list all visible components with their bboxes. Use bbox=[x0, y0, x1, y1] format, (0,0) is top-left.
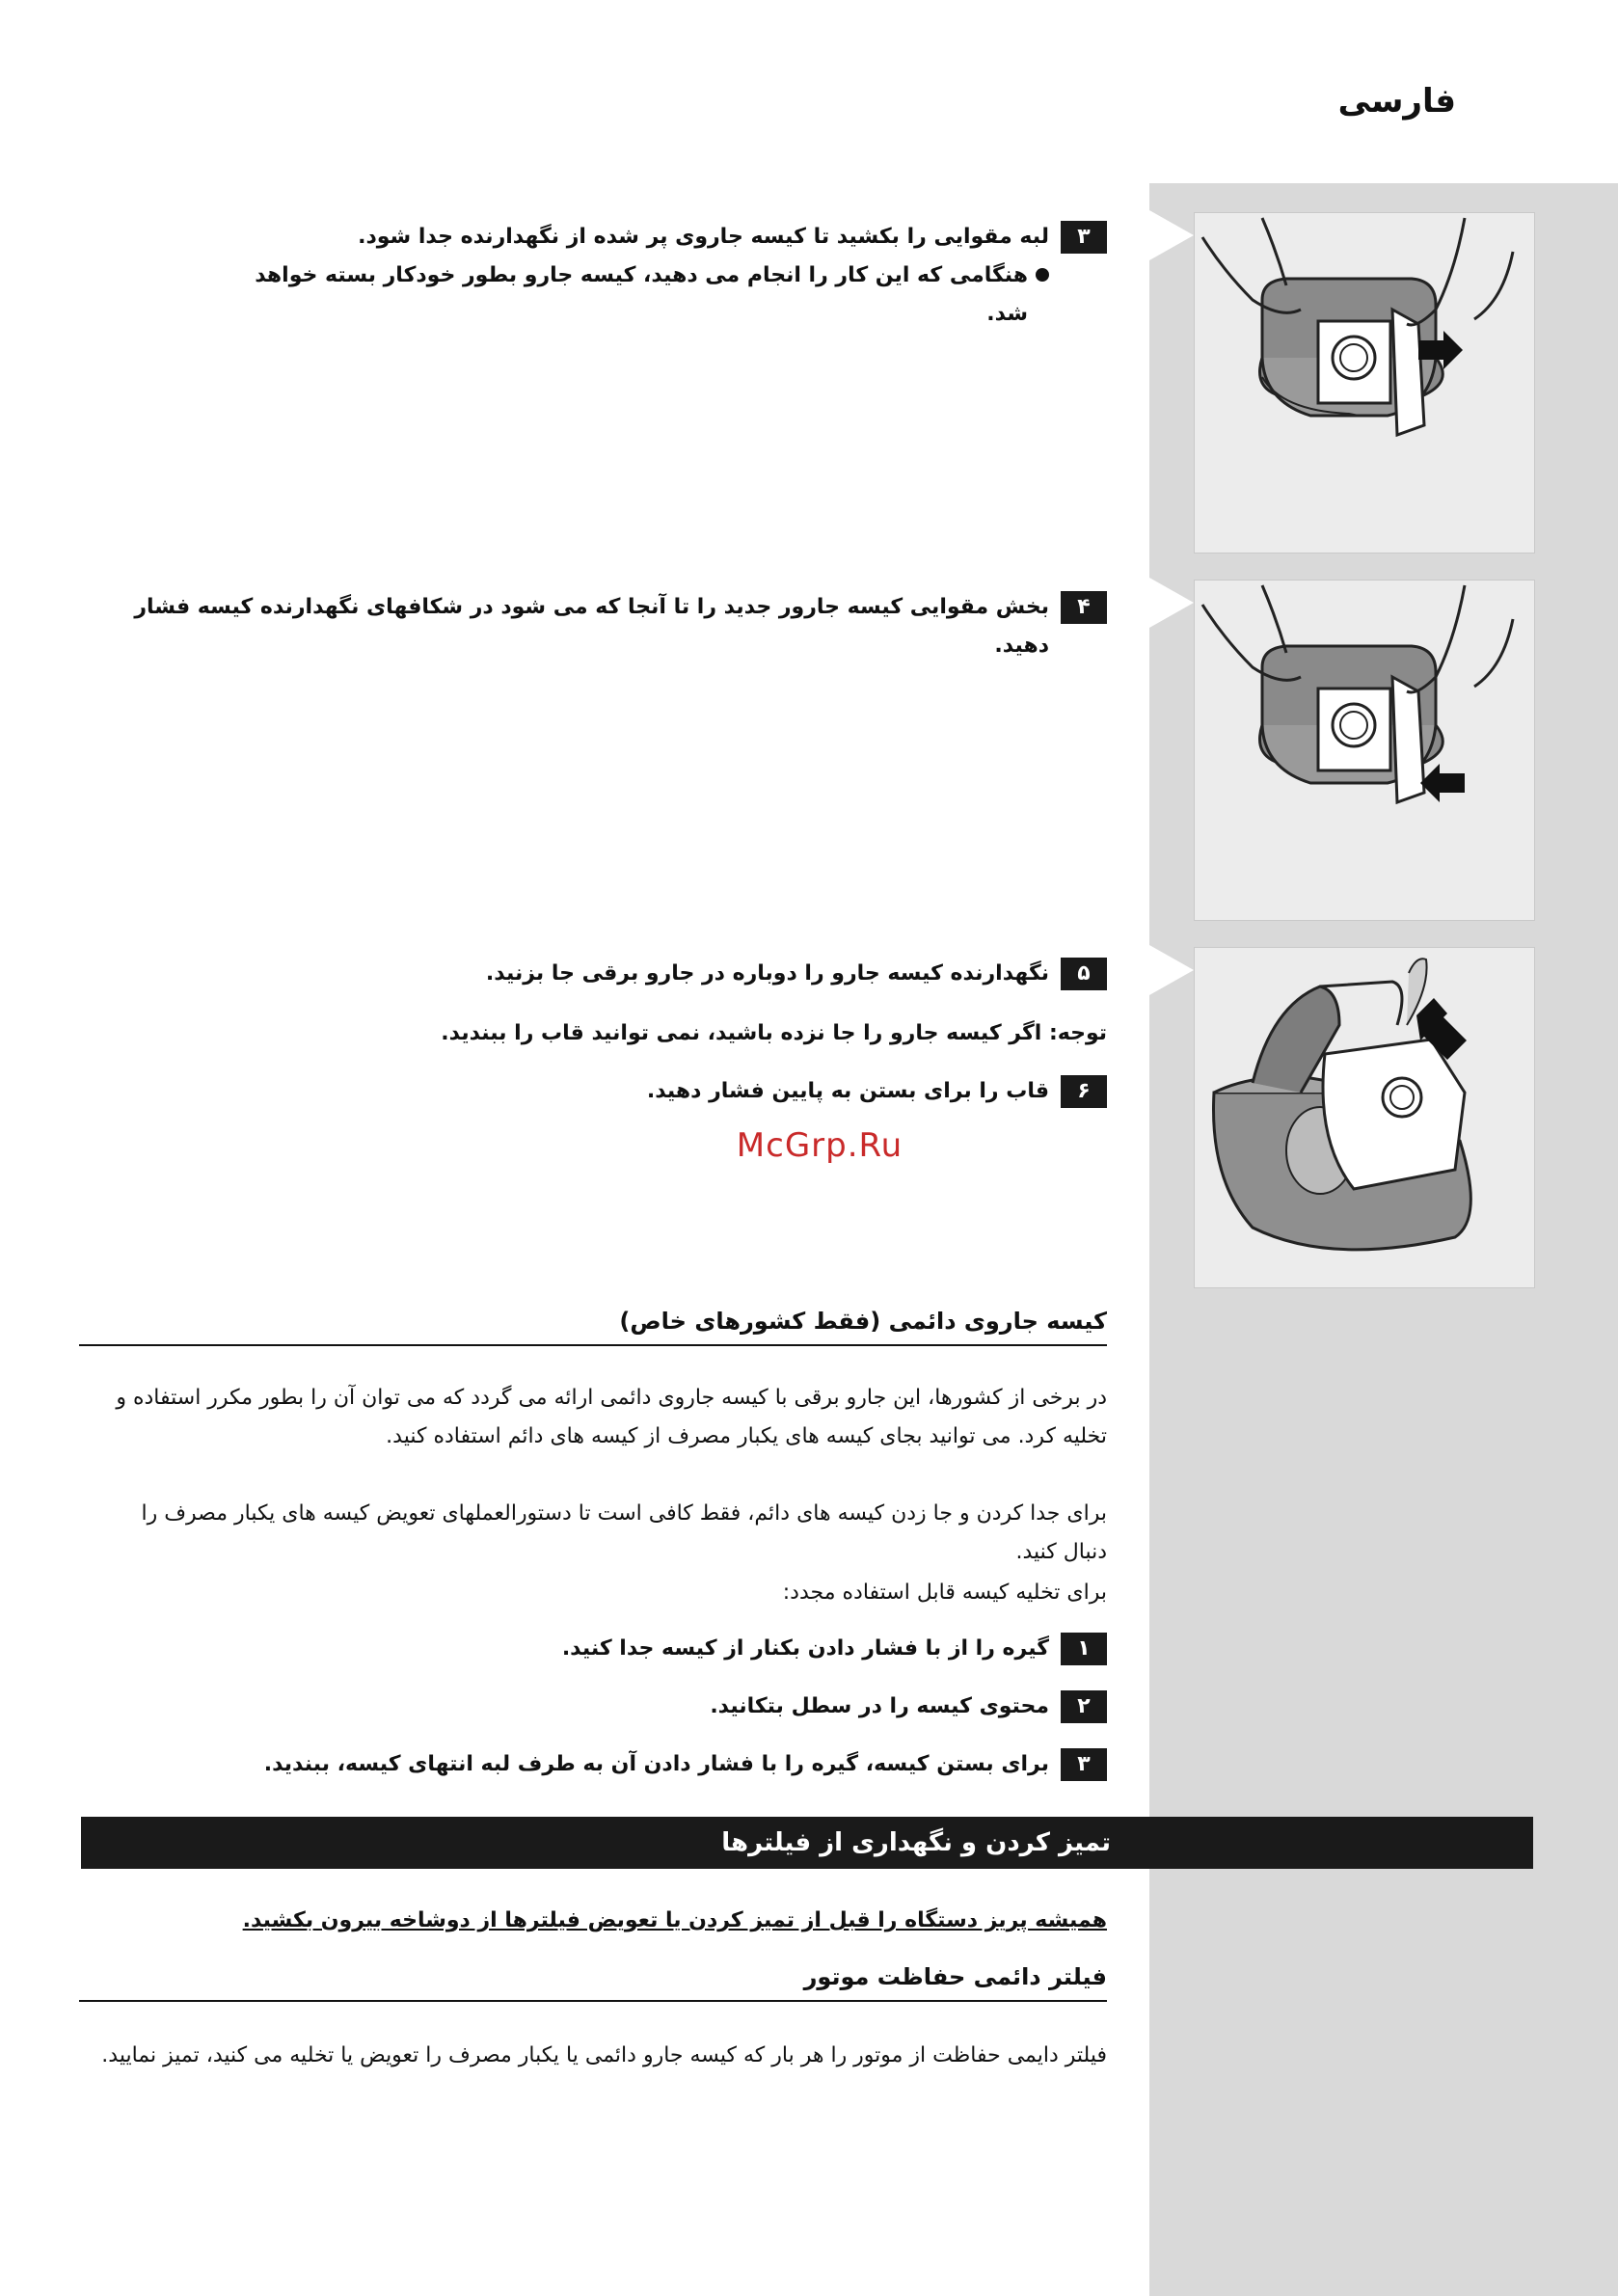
step-6-close-cover bbox=[220, 1072, 1107, 1111]
step-text: برای بستن کیسه، گیره را با فشار دادن آن به طرف لبه انتهای کیسه، ببندید. bbox=[263, 1752, 1049, 1776]
note-line: توجه: اگر کیسه جارو را جا نزده باشید، نمی توانید قاب را ببندید. bbox=[441, 1021, 1107, 1045]
figure-pointer bbox=[1149, 945, 1194, 995]
step-number: ۶ bbox=[1061, 1075, 1107, 1108]
permanent-bag-paragraph-1: در برخی از کشورها، این جارو برقی با کیسه جاروی دائمی ارائه می گردد که می توان آن را بطور مکرر استفاده و تخلیه کرد. می توانید بجای کیسه های یکبار مصرف از کیسه های دائم استفاده کنید. bbox=[116, 1386, 1107, 1448]
motor-filter-paragraph: فیلتر دایمی حفاظت از موتور را هر بار که کیسه جارو دائمی یا یکبار مصرف را تعویض یا تخلیه می کنید، تمیز نمایید. bbox=[101, 2043, 1107, 2067]
step-note bbox=[220, 257, 1049, 334]
step-number: ۵ bbox=[1061, 958, 1107, 990]
step-number: ۴ bbox=[1061, 591, 1107, 624]
note-bullet-icon bbox=[1036, 268, 1049, 282]
step-text: قاب را برای بستن به پایین فشار دهید. bbox=[646, 1079, 1049, 1103]
figure-vacuum-bag-holder bbox=[1194, 947, 1535, 1288]
step-number: ۳ bbox=[1061, 221, 1107, 254]
remove-bag-illustration bbox=[1195, 213, 1534, 553]
filters-banner-title: تمیز کردن و نگهداری از فیلترها bbox=[721, 1828, 1111, 1857]
step-text: بخش مقوایی کیسه جارور جدید را تا آنجا که می شود در شکافهای نگهدارنده کیسه فشار دهید. bbox=[134, 595, 1049, 658]
step-text: محتوی کیسه را در سطل بتکانید. bbox=[710, 1694, 1049, 1718]
step-3-pull-tab bbox=[220, 218, 1107, 334]
figure-remove-bag bbox=[1194, 212, 1535, 554]
insert-bag-illustration bbox=[1195, 581, 1534, 920]
permanent-bag-paragraph-3: برای تخلیه کیسه قابل استفاده مجدد: bbox=[782, 1580, 1107, 1605]
vacuum-illustration bbox=[1195, 948, 1534, 1287]
empty-step-1 bbox=[143, 1630, 1107, 1668]
step-number: ۳ bbox=[1061, 1748, 1107, 1781]
figure-pointer bbox=[1149, 210, 1194, 260]
step-number: ۲ bbox=[1061, 1690, 1107, 1723]
figure-pointer bbox=[1149, 578, 1194, 628]
step-text: گیره را از با فشار دادن بکنار از کیسه جدا کنید. bbox=[561, 1636, 1049, 1661]
permanent-bag-paragraph-2: برای جدا کردن و جا زدن کیسه های دائم، فقط کافی است تا دستورالعملهای تعویض کیسه های یکبار مصرف را دنبال کنید. bbox=[141, 1501, 1107, 1564]
motor-filter-title: فیلتر دائمی حفاظت موتور bbox=[79, 1958, 1107, 2002]
filters-banner bbox=[81, 1817, 1533, 1869]
filters-warning: همیشه پریز دستگاه را قبل از تمیز کردن یا تعویض فیلترها از دوشاخه بیرون بکشید. bbox=[242, 1908, 1107, 1932]
language-heading: فارسی bbox=[1337, 82, 1456, 121]
step-text: نگهدارنده کیسه جارو را دوباره در جارو برقی جا بزنید. bbox=[485, 961, 1049, 986]
watermark: McGrp.Ru bbox=[736, 1126, 903, 1165]
permanent-bag-title: کیسه جاروی دائمی (فقط کشورهای خاص) bbox=[79, 1302, 1107, 1346]
step-5-reinsert-holder bbox=[220, 955, 1107, 993]
step-4-insert-cardboard bbox=[114, 588, 1107, 665]
empty-step-2 bbox=[143, 1688, 1107, 1726]
empty-step-3 bbox=[143, 1745, 1107, 1784]
note-text: هنگامی که این کار را انجام می دهید، کیسه جارو بطور خودکار بسته خواهد شد. bbox=[255, 263, 1028, 326]
step-number: ۱ bbox=[1061, 1633, 1107, 1665]
figure-insert-bag bbox=[1194, 580, 1535, 921]
step-text: لبه مقوایی را بکشید تا کیسه جاروی پر شده از نگهدارنده جدا شود. bbox=[358, 225, 1049, 249]
